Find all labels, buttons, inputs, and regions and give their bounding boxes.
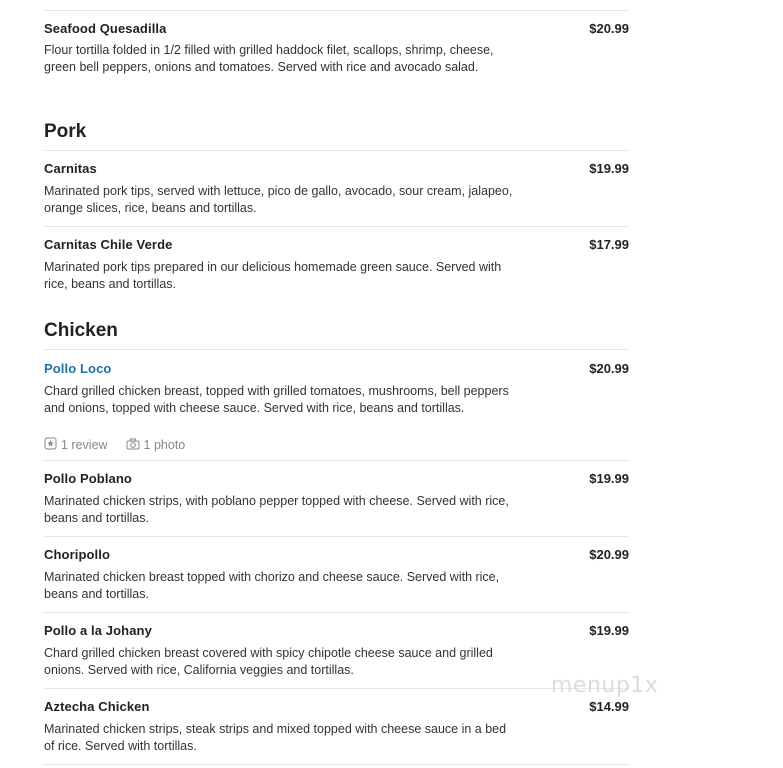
item-meta [44, 437, 199, 453]
divider [44, 688, 629, 689]
watermark-logo: menup1x [551, 673, 659, 698]
item-price: $17.99 [589, 237, 629, 252]
divider [44, 536, 629, 537]
item-description: Marinated pork tips, served with lettuce, pico de gallo, avocado, sour cream, jalapeo, orange slices, rice, beans and tortillas. [44, 184, 513, 215]
item-name: Pollo Poblano [44, 471, 132, 486]
photos-count: 1 photo [143, 438, 186, 452]
item-description: Marinated chicken strips, with poblano pepper topped with cheese. Served with rice, beans and tortillas. [44, 494, 509, 525]
menu-item-pollo-a-la-johany [44, 623, 629, 683]
divider [44, 764, 629, 765]
item-price: $19.99 [589, 161, 629, 176]
item-price: $19.99 [589, 623, 629, 638]
divider [44, 226, 629, 227]
menu-item-aztecha-chicken [44, 699, 629, 759]
divider [44, 150, 629, 151]
item-name-link[interactable]: Pollo Loco [44, 361, 112, 376]
menu-item-pollo-loco [44, 361, 629, 461]
menu-item-seafood-quesadilla [44, 21, 629, 101]
item-name: Carnitas Chile Verde [44, 237, 173, 252]
reviews-link[interactable] [44, 437, 108, 453]
menu-item-carnitas [44, 161, 629, 221]
item-price: $14.99 [589, 699, 629, 714]
item-price: $19.99 [589, 471, 629, 486]
divider [44, 10, 629, 11]
item-name: Seafood Quesadilla [44, 21, 167, 36]
menu-item-carnitas-chile-verde [44, 237, 629, 297]
item-name: Aztecha Chicken [44, 699, 150, 714]
item-description: Chard grilled chicken breast, topped with grilled tomatoes, mushrooms, bell peppers and onions, topped with cheese sauce. Served with rice, beans and tortillas. [44, 384, 509, 415]
reviews-count: 1 review [61, 438, 108, 452]
item-description: Marinated pork tips prepared in our delicious homemade green sauce. Served with rice, beans and tortillas. [44, 260, 502, 291]
menu-item-pollo-poblano [44, 471, 629, 531]
menu-item-choripollo [44, 547, 629, 607]
item-description: Marinated chicken breast topped with chorizo and cheese sauce. Served with rice, beans and tortillas. [44, 570, 500, 601]
item-name: Carnitas [44, 161, 97, 176]
divider [44, 460, 629, 461]
camera-icon [126, 438, 140, 453]
photos-link[interactable] [126, 438, 186, 453]
item-price: $20.99 [589, 547, 629, 562]
item-name: Choripollo [44, 547, 110, 562]
section-title-chicken: Chicken [44, 320, 118, 341]
divider [44, 349, 629, 350]
item-price: $20.99 [589, 361, 629, 376]
review-icon [44, 437, 57, 453]
item-description: Flour tortilla folded in 1/2 filled with grilled haddock filet, scallops, shrimp, cheese, green bell peppers, onions and tomatoes. Served with rice and avocado salad. [44, 43, 494, 74]
item-description: Marinated chicken strips, steak strips and mixed topped with cheese sauce in a bed of rice. Served with tortillas. [44, 722, 507, 753]
item-price: $20.99 [589, 21, 629, 36]
divider [44, 612, 629, 613]
item-description: Chard grilled chicken breast covered with spicy chipotle cheese sauce and grilled onions. Served with rice, California veggies and tortillas. [44, 646, 493, 677]
section-title-pork: Pork [44, 121, 87, 142]
item-name: Pollo a la Johany [44, 623, 152, 638]
